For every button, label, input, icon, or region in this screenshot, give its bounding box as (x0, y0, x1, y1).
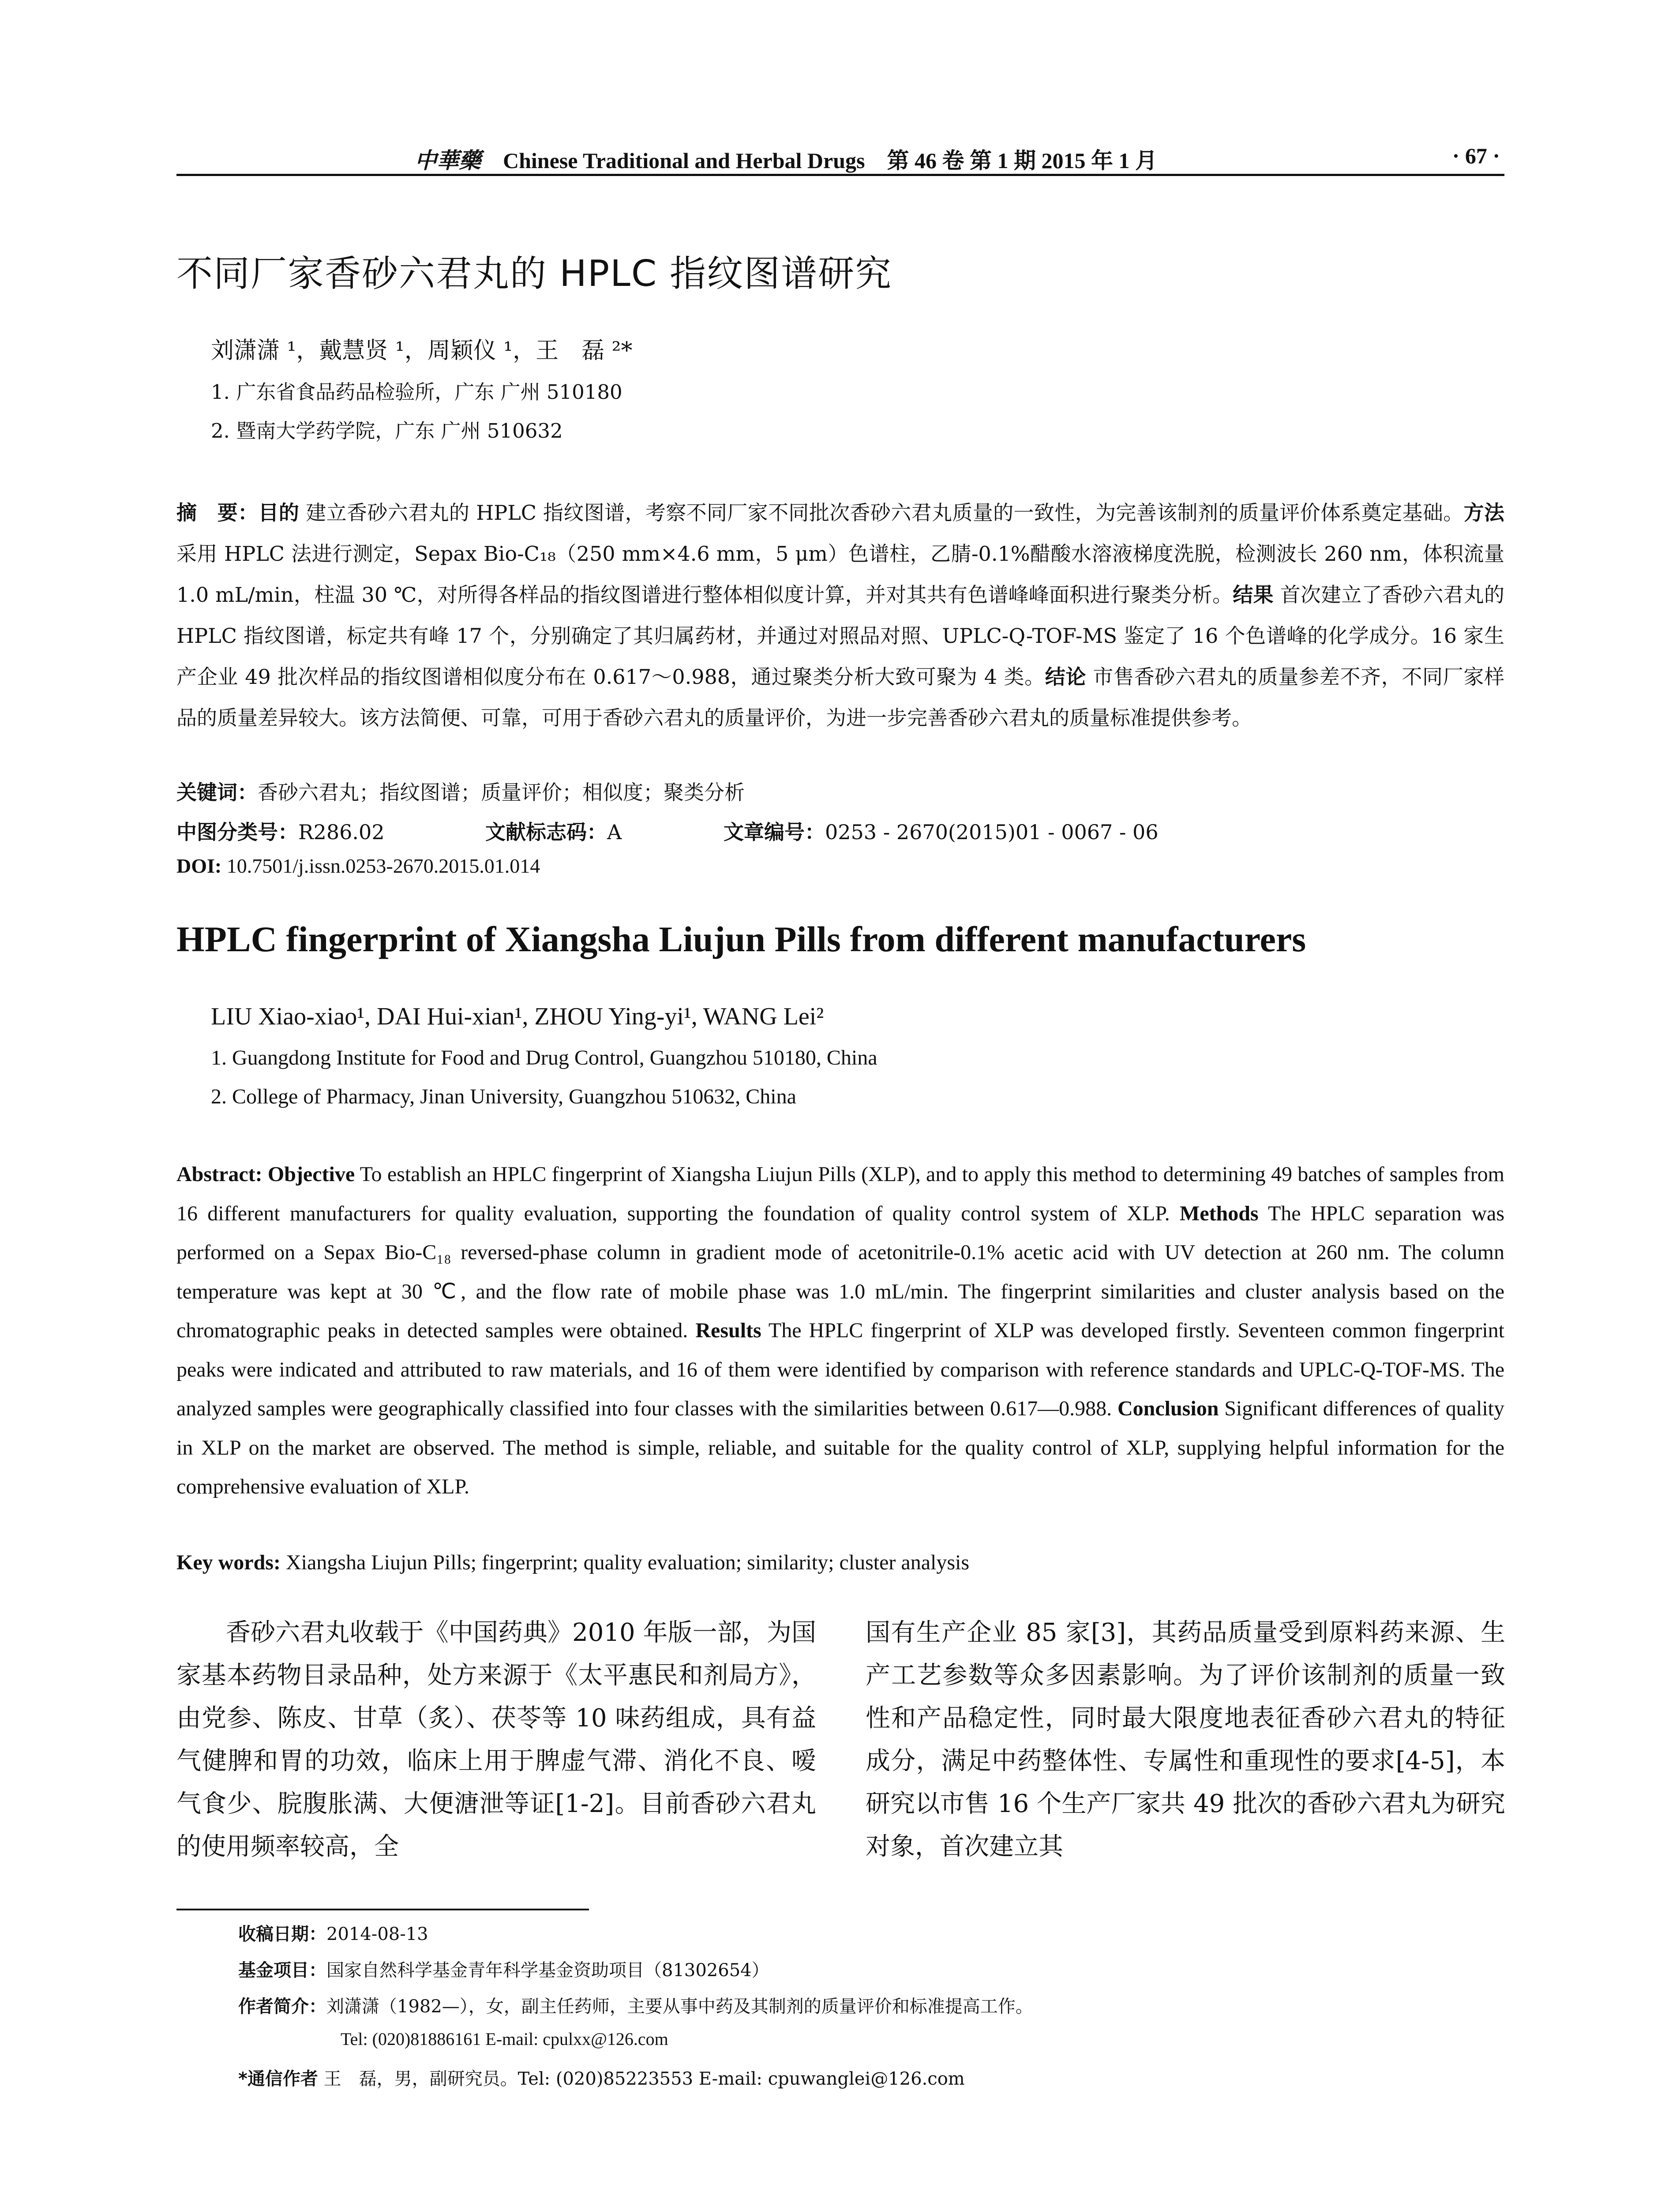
clc-value: R286.02 (298, 820, 385, 844)
en-title: HPLC fingerprint of Xiangsha Liujun Pills from different manufacturers (176, 919, 1306, 959)
en-abstract (176, 1155, 1504, 1507)
cn-methods-label: 方法 (1463, 501, 1505, 525)
en-keywords-label: Key words: (176, 1551, 286, 1574)
doi-value: 10.7501/j.issn.0253-2670.2015.01.014 (221, 855, 540, 877)
body-left-column: 香砂六君丸收载于《中国药典》2010 年版一部，为国家基本药物目录品种，处方来源于《太平惠民和剂局方》，由党参、陈皮、甘草（炙）、茯苓等 10 味药组成，具有益气健脾和胃的功效，临床上用于脾虚气滞、消化不良、嗳气食少、脘腹胀满、大便溏泄等证[1-2]。目前香砂六君丸的使用频率较高，全 (176, 1618, 816, 1861)
cn-keywords-label: 关键词： (176, 780, 258, 804)
corresponding-label: *通信作者 (238, 2069, 318, 2089)
fund-label: 基金项目： (238, 1960, 326, 1981)
cn-abstract (176, 492, 1504, 739)
doc-code-value: A (607, 820, 622, 844)
en-conclusion-label: Conclusion (1117, 1397, 1219, 1420)
footnote-author (238, 1992, 1033, 2018)
journal-mark: 中華藥 (415, 147, 481, 173)
doc-code (485, 816, 622, 845)
en-methods-label: Methods (1179, 1201, 1259, 1225)
footnote-corresponding (238, 2065, 965, 2090)
cn-keywords-text: 香砂六君丸；指纹图谱；质量评价；相似度；聚类分析 (258, 780, 745, 804)
author-label: 作者简介： (238, 1996, 326, 2017)
en-keywords (176, 1550, 969, 1575)
page-number: · 67 · (1452, 143, 1500, 168)
cn-conclusion-text: 市售香砂六君丸的质量参差不齐，不同厂家样品的质量差异较大。该方法简便、可靠，可用于香砂六君丸的质量评价，为进一步完善香砂六君丸的质量标准提供参考。 (176, 665, 1504, 730)
footnote-received (238, 1920, 428, 1945)
cn-affiliation-2: 2. 暨南大学药学院，广东 广州 510632 (211, 419, 563, 443)
cn-objective-text: 建立香砂六君丸的 HPLC 指纹图谱，考察不同厂家不同批次香砂六君丸质量的一致性，为完善该制剂的质量评价体系奠定基础。 (299, 501, 1464, 525)
en-objective-label: Objective (267, 1163, 355, 1186)
footnote-author-contact: Tel: (020)81886161 E-mail: cpulxx@126.com (341, 2029, 668, 2049)
cn-methods-text: 采用 HPLC 法进行测定，Sepax Bio-C₁₈（250 mm×4.6 mm，5 μm）色谱柱，乙腈-0.1%醋酸水溶液梯度洗脱，检测波长 260 nm，体积流量 1.0 mL/min，柱温 30 ℃，对所得各样品的指纹图谱进行整体相似度计算，并对其共有色谱峰峰面积进行聚类分析。 (176, 542, 1504, 607)
received-value: 2014-08-13 (326, 1924, 428, 1944)
cn-title: 不同厂家香砂六君丸的 HPLC 指纹图谱研究 (176, 253, 892, 295)
en-affiliation-2: 2. College of Pharmacy, Jinan University, Guangzhou 510632, China (211, 1085, 796, 1108)
received-label: 收稿日期： (238, 1924, 326, 1944)
fund-value: 国家自然科学基金青年科学基金资助项目（81302654） (326, 1960, 769, 1981)
footnote-fund (238, 1956, 769, 1981)
en-abstract-label: Abstract: (176, 1163, 268, 1186)
article-no-label: 文章编号： (724, 820, 825, 844)
author-value: 刘潇潇（1982—），女，副主任药师，主要从事中药及其制剂的质量评价和标准提高工作。 (326, 1996, 1033, 2017)
en-conclusion-text: Significant differences of quality in XLP on the market are observed. The method is simple, reliable, and suitable for the quality control of XLP, supplying helpful information for the comprehensive evaluation of XLP. (176, 1397, 1505, 1498)
corresponding-value: 王 磊，男，副研究员。Tel: (020)85223553 E-mail: cpuwanglei@126.com (318, 2069, 965, 2089)
en-authors: LIU Xiao-xiao¹, DAI Hui-xian¹, ZHOU Ying-yi¹, WANG Lei² (211, 1003, 824, 1030)
article-no-value: 0253 - 2670(2015)01 - 0067 - 06 (825, 820, 1159, 844)
doi-line (176, 854, 540, 878)
cn-objective-label: 目的 (258, 501, 300, 525)
en-affiliation-1: 1. Guangdong Institute for Food and Drug Control, Guangzhou 510180, China (211, 1046, 878, 1069)
article-number (724, 816, 1159, 845)
cn-classification (176, 816, 1504, 845)
cn-abstract-label: 摘 要： (176, 501, 259, 525)
en-objective-text: To establish an HPLC fingerprint of Xiangsha Liujun Pills (XLP), and to apply this method to determining 49 batches of samples from 16 different manufacturers for quality evaluation, supporting the foundation of quality control system of XLP. (176, 1163, 1504, 1225)
clc-label: 中图分类号： (176, 820, 298, 844)
cn-keywords (176, 777, 745, 806)
body-right-column: 国有生产企业 85 家[3]，其药品质量受到原料药来源、生产工艺参数等众多因素影响。为了评价该制剂的质量一致性和产品稳定性，同时最大限度地表征香砂六君丸的特征成分，满足中药整体性、专属性和重现性的要求[4-5]，本研究以市售 16 个生产厂家共 49 批次的香砂六君丸为研究对象，首次建立其 (866, 1618, 1505, 1861)
doi-label: DOI: (176, 855, 222, 877)
header-rule (176, 174, 1504, 176)
cn-results-label: 结果 (1233, 583, 1274, 607)
en-results-label: Results (695, 1319, 761, 1342)
journal-line: Chinese Traditional and Herbal Drugs 第 46 卷 第 1 期 2015 年 1 月 (503, 148, 1157, 173)
footnote-rule (176, 1909, 589, 1910)
en-keywords-text: Xiangsha Liujun Pills; fingerprint; quality evaluation; similarity; cluster analysis (285, 1551, 970, 1574)
running-head (176, 140, 1504, 176)
en-methods-text: The HPLC separation was performed on a Sepax Bio-C₁₈ reversed-phase column in gradient mode of acetonitrile-0.1% acetic acid with UV detection at 260 nm. The column temperature was kept at 30 ℃, and the flow rate of mobile phase was 1.0 mL/min. The fingerprint similarities and cluster analysis based on the chromatographic peaks in detected samples were obtained. (176, 1201, 1504, 1342)
en-results-text: The HPLC fingerprint of XLP was developed firstly. Seventeen common fingerprint peaks were indicated and attributed to raw materials, and 16 of them were identified by comparison with reference standards and UPLC-Q-TOF-MS. The analyzed samples were geographically classified into four classes with the similarities between 0.617—0.988. (176, 1319, 1505, 1420)
cn-authors: 刘潇潇 ¹，戴慧贤 ¹，周颖仪 ¹，王 磊 ²* (211, 338, 633, 364)
doc-code-label: 文献标志码： (485, 820, 607, 844)
cn-conclusion-label: 结论 (1045, 665, 1087, 689)
cn-affiliation-1: 1. 广东省食品药品检验所，广东 广州 510180 (211, 380, 622, 404)
cn-results-text: 首次建立了香砂六君丸的 HPLC 指纹图谱，标定共有峰 17 个，分别确定了其归属药材，并通过对照品对照、UPLC-Q-TOF-MS 鉴定了 16 个色谱峰的化学成分。16 家生产企业 49 批次样品的指纹图谱相似度分布在 0.617～0.988，通过聚类分析大致可聚为 4 类。 (176, 583, 1504, 689)
